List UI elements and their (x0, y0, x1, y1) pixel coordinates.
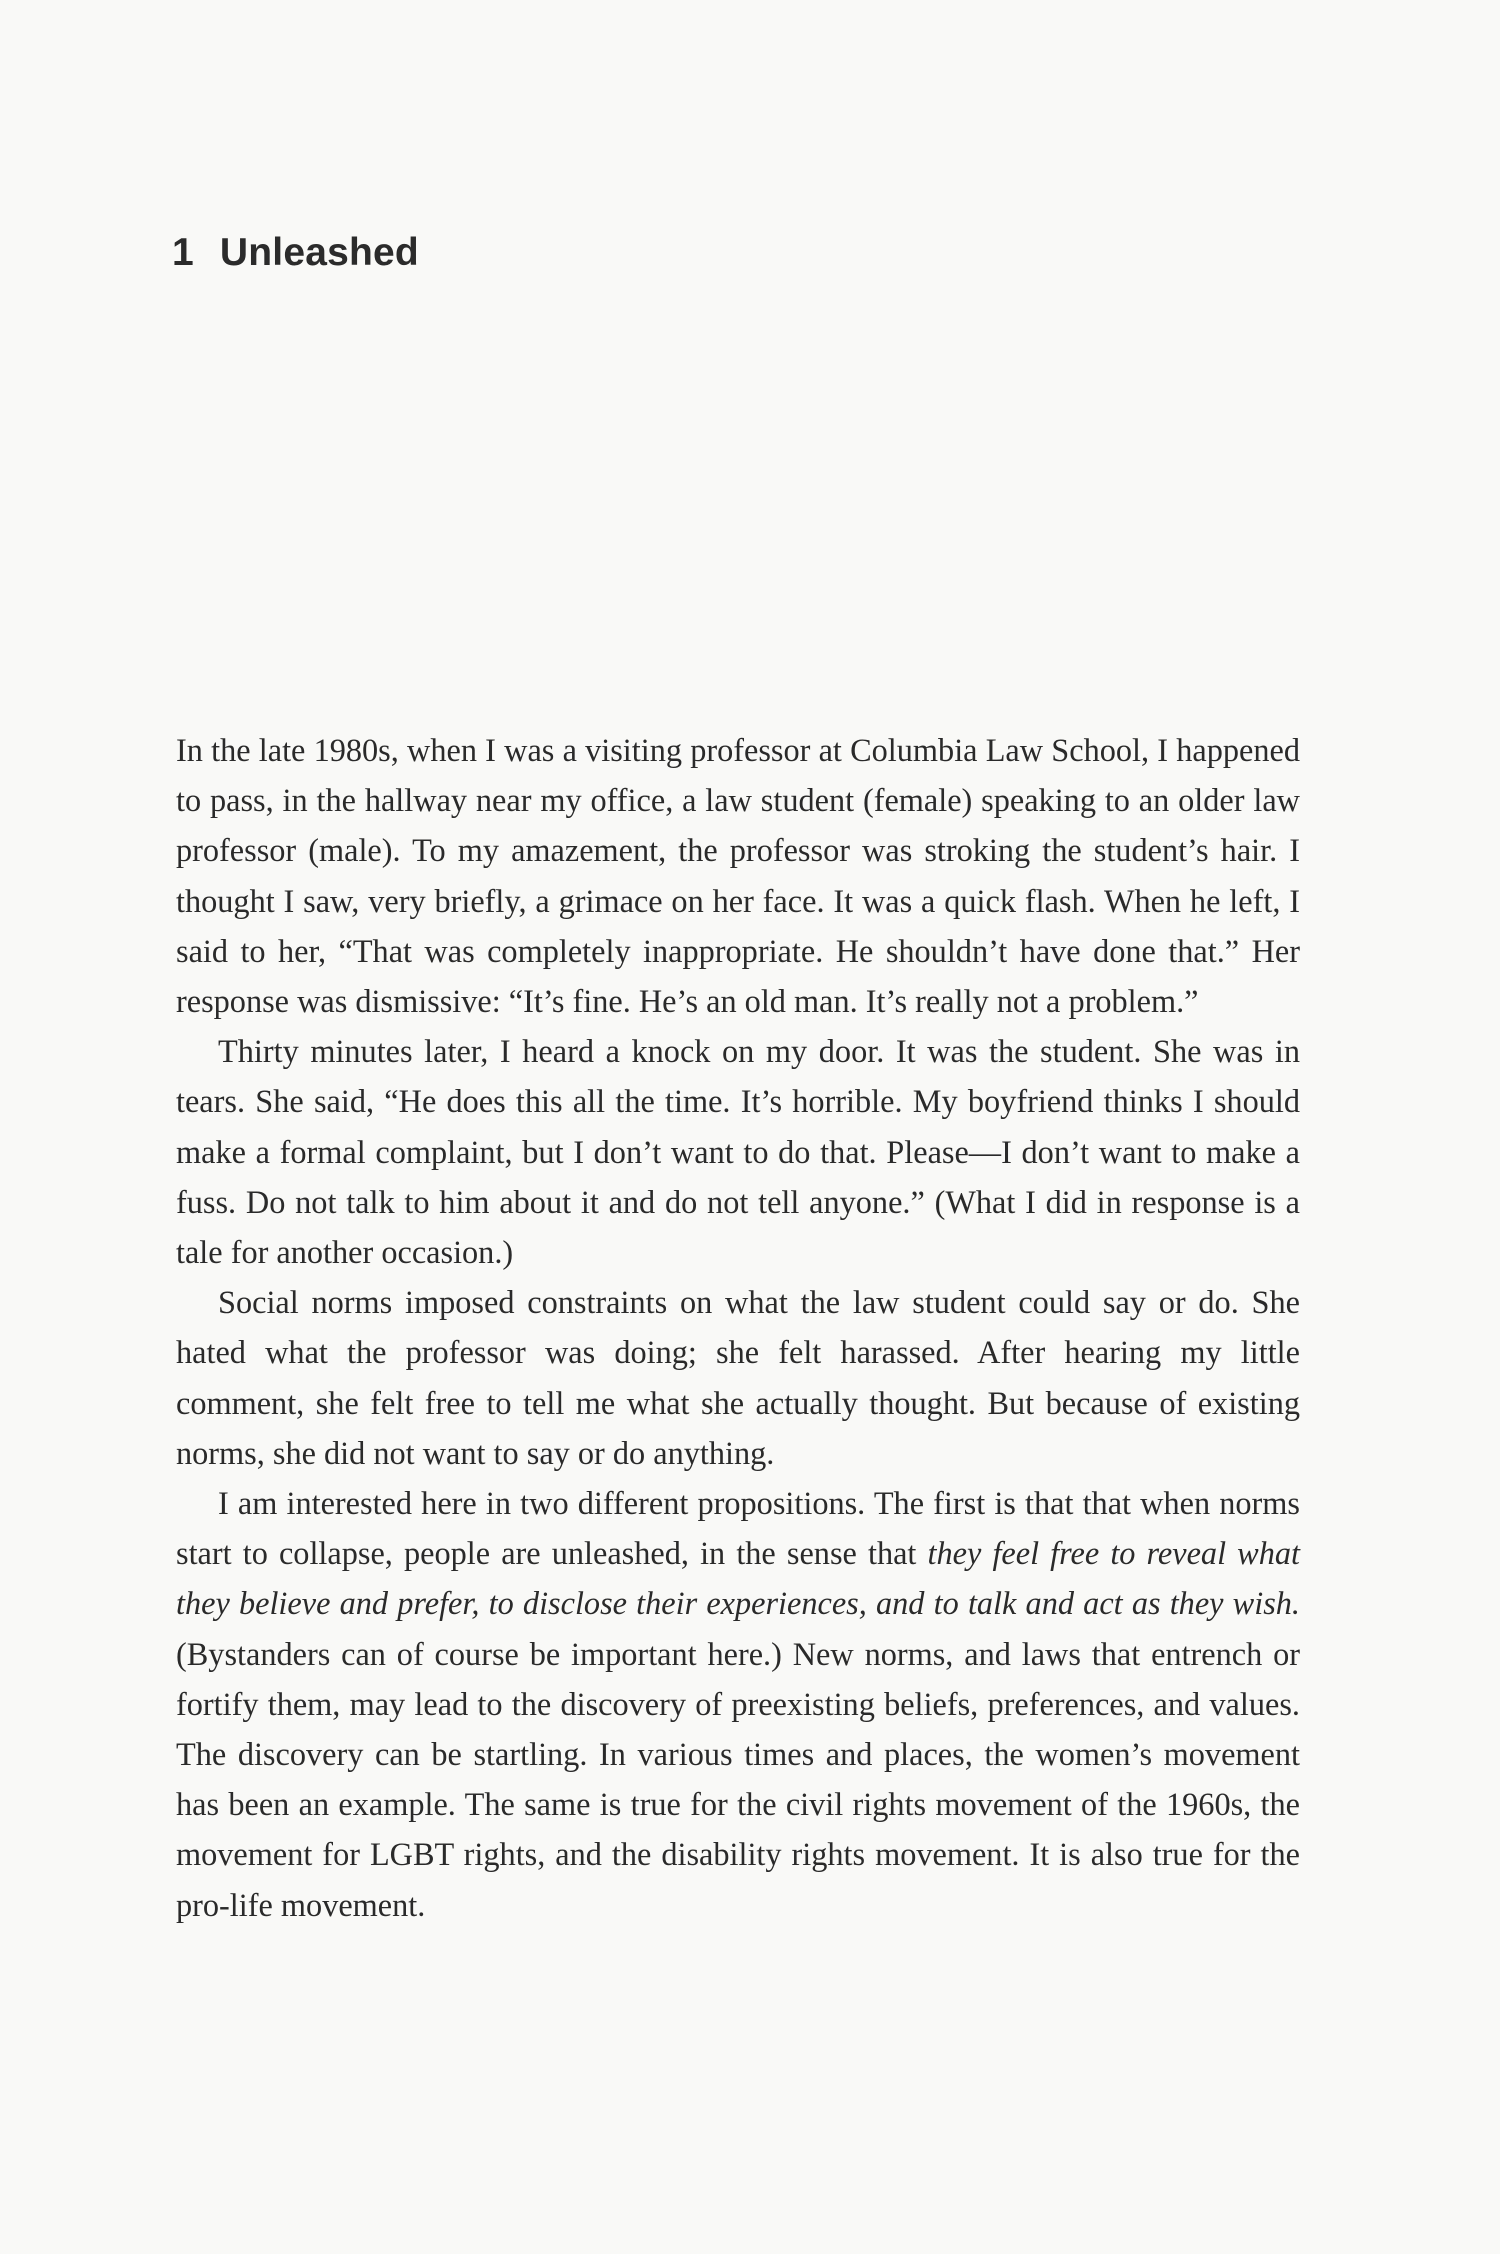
paragraph-4-emphasis: they feel free to reveal what they believe and prefer, to disclose their experiences, and to talk and act as they wish. (176, 1535, 1300, 1622)
chapter-number: 1 (172, 231, 194, 275)
paragraph-4 (176, 1478, 1300, 1930)
paragraph-2: Thirty minutes later, I heard a knock on my door. It was the student. She was in tears. She said, “He does this all the time. It’s horrible. My boyfriend thinks I should make a formal complaint, but I don’t want to do that. Please—I don’t want to make a fuss. Do not talk to him about it and do not tell anyone.” (What I did in response is a tale for another occasion.) (176, 1033, 1300, 1271)
paragraph-1: In the late 1980s, when I was a visiting professor at Columbia Law School, I happened to pass, in the hallway near my office, a law student (female) speaking to an older law professor (male). To my amazement, the professor was stroking the student’s hair. I thought I saw, very briefly, a grimace on her face. It was a quick flash. When he left, I said to her, “That was completely inappropriate. He shouldn’t have done that.” Her response was dismissive: “It’s fine. He’s an old man. It’s really not a problem.” (176, 732, 1300, 1020)
paragraph-3: Social norms imposed constraints on what the law student could say or do. She hated what the professor was doing; she felt harassed. After hearing my little comment, she felt free to tell me what she actually thought. But because of existing norms, she did not want to say or do anything. (176, 1284, 1300, 1471)
chapter-title: Unleashed (219, 231, 419, 275)
paragraph-4-text-after: (Bystanders can of course be important here.) New norms, and laws that entrench or fortify them, may lead to the discovery of preexisting beliefs, preferences, and values. The discovery can be startling. In various times and places, the women’s movement has been an example. The same is true for the civil rights movement of the 1960s, the movement for LGBT rights, and the disability rights movement. It is also true for the pro-life movement. (176, 1635, 1300, 1923)
chapter-body (176, 725, 1300, 1930)
paragraph-4-text-before: I am interested here in two different propositions. The first is that that when norms start to collapse, people are unleashed, in the sense that (176, 1485, 1300, 1572)
chapter-heading (172, 231, 419, 275)
